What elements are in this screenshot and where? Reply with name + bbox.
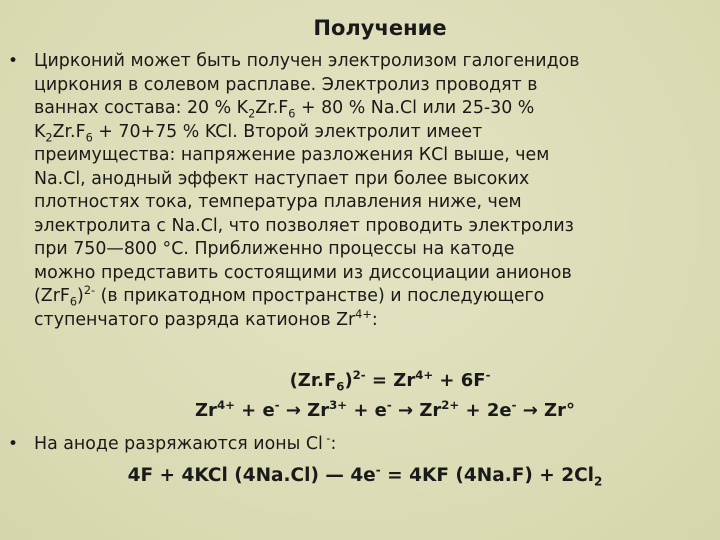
text-segment: Цирконий может быть получен электролизом галогенидов (34, 51, 580, 71)
text-segment: (ZrF (34, 286, 70, 306)
text-line (34, 433, 710, 457)
text-segment: K (34, 121, 46, 142)
text-segment: электролита с Na.Cl, что позволяет проводить электролиз (34, 215, 574, 236)
slide-title: Получение (313, 16, 447, 40)
superscript: 4+ (355, 307, 372, 321)
text-line (34, 121, 710, 145)
text-line (34, 238, 710, 262)
bullet-marker: • (8, 51, 19, 71)
text-line (34, 168, 710, 192)
bullet-marker: • (8, 434, 19, 454)
text-segment: → Zr (279, 400, 330, 421)
text-segment: Zr (195, 400, 217, 421)
subscript: 6 (85, 130, 93, 144)
text-segment: (в прикатодном пространстве) и последующего (95, 286, 545, 306)
text-line (34, 285, 710, 309)
text-segment: = 4KF (4Na.F) + 2Cl (380, 465, 594, 486)
superscript: - (375, 462, 381, 477)
text-line (34, 97, 710, 121)
superscript: - (485, 368, 491, 382)
superscript: 2- (83, 284, 96, 298)
subscript: 2 (45, 130, 53, 144)
text-segment: 4F + 4KCl (4Na.Cl) — 4e (127, 465, 376, 486)
superscript: - (274, 398, 280, 412)
text-line (34, 74, 710, 98)
text-segment: циркония в солевом расплаве. Электролиз проводят в (34, 74, 538, 95)
text-segment: : (371, 309, 378, 330)
text-line (34, 262, 710, 286)
text-line (34, 50, 710, 74)
equation-dissociation (0, 368, 720, 394)
text-segment: Zr.F (255, 98, 289, 118)
text-segment: → Zr° (516, 400, 575, 421)
paragraph-production (8, 50, 710, 332)
text-line (34, 191, 710, 215)
text-segment: можно представить состоящими из диссоциации анионов (34, 262, 572, 283)
text-line (34, 215, 710, 239)
equation-cathode-discharge (0, 400, 720, 421)
text-segment: ваннах состава: 20 % K (34, 98, 249, 118)
text-segment: + e (234, 400, 275, 421)
subscript: 6 (288, 107, 296, 121)
text-segment: ступенчатого разряда катионов Zr (34, 309, 356, 330)
text-segment: (Zr.F (289, 370, 337, 391)
subscript: 2 (248, 107, 256, 121)
subscript: 6 (69, 295, 78, 309)
subscript: 2 (594, 474, 603, 489)
text-segment: + e (347, 400, 387, 421)
text-segment: плотностях тока, температура плавления ниже, чем (34, 192, 522, 212)
text-line (34, 309, 710, 333)
subscript: 6 (336, 379, 345, 394)
text-segment: + 80 % Na.Cl или 25-30 % (295, 98, 535, 118)
text-segment: при 750—800 °С. Приближенно процессы на катоде (34, 239, 515, 259)
text-segment: ) (344, 370, 353, 391)
equation-anode-reaction (0, 462, 720, 489)
text-segment: преимущества: напряжение разложения КСl выше, чем (34, 145, 550, 165)
text-segment: Na.Cl, анодный эффект наступает при более высоких (34, 168, 530, 189)
text-segment: Zr.F (52, 121, 86, 142)
superscript: 3+ (329, 398, 348, 412)
text-segment: На аноде разряжаются ионы Cl (34, 434, 323, 454)
superscript: 2+ (441, 398, 460, 412)
superscript: 2- (352, 368, 366, 382)
superscript: 4+ (415, 368, 434, 382)
text-segment: : (330, 434, 337, 454)
text-line (34, 144, 710, 168)
text-segment: = Zr (365, 370, 416, 391)
superscript: - (322, 432, 331, 446)
superscript: - (511, 398, 517, 412)
text-segment: + 70+75 % KCl. Второй электролит имеет (92, 121, 483, 142)
superscript: 4+ (216, 398, 235, 412)
superscript: - (386, 398, 392, 412)
text-segment: ) (77, 286, 84, 306)
text-segment: + 2e (459, 400, 512, 421)
paragraph-anode (8, 432, 710, 457)
text-segment: → Zr (391, 400, 442, 421)
text-segment: + 6F (433, 370, 486, 391)
